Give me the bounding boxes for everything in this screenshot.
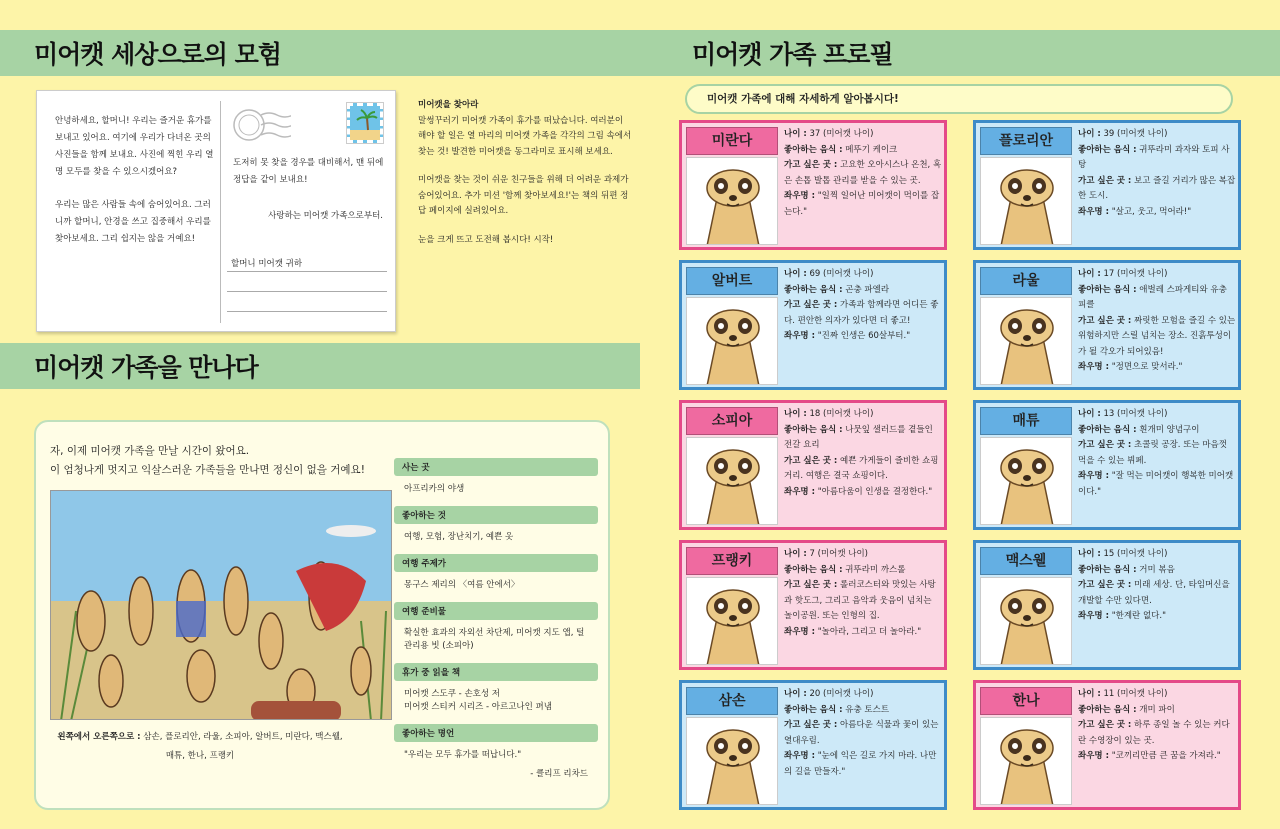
profile-name: 한나: [980, 687, 1072, 715]
food-value: 귀뚜라미 과자와 토피 사탕: [1078, 144, 1230, 170]
profile-card-7: [973, 540, 1241, 670]
food-label: 좋아하는 음식 :: [1078, 144, 1137, 155]
postcard-message-1: 안녕하세요, 할머니! 우리는 즐거운 휴가를 보내고 있어요. 여기에 우리가 다녀온 곳의 사진들을 함께 보내요. 사진에 찍힌 우리 열 명 모두를 찾을 수 있으시겠어요?: [55, 116, 214, 177]
age-value: 13 (미어캣 나이): [1103, 409, 1168, 419]
place-label: 가고 싶은 곳 :: [1078, 315, 1132, 326]
profile-card-4: [679, 400, 947, 530]
motto-value: "진짜 인생은 60살부터.": [817, 331, 911, 341]
meerkat-icon: [981, 298, 1072, 385]
profile-name: 알버트: [686, 267, 778, 295]
age-value: 39 (미어캣 나이): [1103, 129, 1168, 139]
postcard-signature: 사랑하는 미어캣 가족으로부터.: [268, 211, 383, 221]
place-value: 고요한 오아시스나 온천, 혹은 손톱 발톱 관리를 받을 수 있는 곳.: [784, 160, 942, 186]
age-value: 7 (미어캣 나이): [809, 549, 868, 559]
motto-label: 좌우명 :: [1078, 471, 1109, 481]
caption-label: 왼쪽에서 오른쪽으로 :: [57, 732, 141, 742]
motto-label: 좌우명 :: [784, 751, 815, 761]
profile-name: 맥스웰: [980, 547, 1072, 575]
address-line: [227, 291, 387, 292]
meerkat-portrait: [980, 297, 1072, 385]
food-label: 좋아하는 음식 :: [1078, 424, 1137, 435]
profile-prompt: 미어캣 가족에 대해 자세하게 알아봅시다!: [685, 84, 1233, 114]
age-label: 나이 :: [784, 549, 807, 559]
profile-name: 소피아: [686, 407, 778, 435]
motto-value: "일찍 일어난 미어캣이 먹이를 잡는다.": [784, 191, 940, 217]
caption-line-2: 매튜, 한나, 프랭키: [165, 751, 235, 761]
address-line: [227, 271, 387, 272]
meerkat-icon: [687, 158, 778, 245]
food-label: 좋아하는 음식 :: [784, 424, 843, 435]
info-head-likes: 좋아하는 것: [394, 506, 598, 524]
instructions-p2: 미어캣을 찾는 것이 쉬운 친구들을 위해 더 어려운 과제가 숨어있어요. 추가 미션 '함께 찾아보세요!'는 책의 뒤편 정답 페이지에 실려있어요.: [418, 175, 629, 216]
profile-details: [1078, 687, 1236, 765]
food-label: 좋아하는 음식 :: [784, 704, 843, 715]
motto-value: "살고, 웃고, 먹어라!": [1111, 206, 1192, 217]
postcard: [36, 90, 396, 332]
age-value: 18 (미어캣 나이): [809, 409, 874, 419]
adventure-banner: [0, 30, 640, 76]
family-intro-1: 자, 이제 미어캣 가족을 만날 시간이 왔어요.: [50, 445, 250, 457]
place-label: 가고 싶은 곳 :: [1078, 580, 1132, 590]
profile-name: 매튜: [980, 407, 1072, 435]
motto-value: "아름다움이 인생을 결정한다.": [817, 486, 933, 497]
place-value: 롤러코스터와 맛있는 사탕과 핫도그, 그리고 음악과 웃음이 넘치는 놀이공원. 또는 인형의 집.: [784, 580, 936, 621]
meerkat-portrait: [686, 297, 778, 385]
food-value: 나뭇잎 샐러드를 곁들인 전갈 요리: [784, 424, 933, 450]
age-value: 11 (미어캣 나이): [1103, 689, 1168, 699]
motto-value: "한계란 없다.": [1111, 611, 1166, 621]
profile-banner: [640, 30, 1280, 76]
meerkat-icon: [981, 718, 1072, 805]
profile-card-5: [973, 400, 1241, 530]
age-label: 나이 :: [1078, 269, 1101, 279]
info-quote-author: - 클리프 리차드: [530, 769, 588, 779]
food-value: 메뚜기 케이크: [845, 144, 898, 155]
meerkat-portrait: [686, 437, 778, 525]
instructions-p1: 말썽꾸러기 미어캣 가족이 휴가를 떠났습니다. 여러분이 해야 할 일은 열 마리의 미어캣 가족을 각각의 그림 속에서 찾는 것! 발견한 미어캣을 동그라미로 표시해 보세요.: [418, 115, 632, 157]
info-head-supplies: 여행 준비물: [394, 602, 598, 620]
place-value: 초콜릿 공장. 또는 마음껏 먹을 수 있는 뷔페.: [1078, 440, 1227, 466]
motto-value: "잘 먹는 미어캣이 행복한 미어캣이다.": [1078, 471, 1234, 497]
meerkat-icon: [981, 158, 1072, 245]
motto-label: 좌우명 :: [784, 331, 815, 341]
profile-card-9: [973, 680, 1241, 810]
info-body-supplies: 확실한 효과의 자외선 차단제, 미어캣 지도 앱, 털 관리용 빗 (소피아): [404, 628, 585, 651]
info-head-books: 휴가 중 읽을 책: [394, 663, 598, 681]
family-title: 미어캣 가족을 만나다: [34, 353, 258, 382]
food-value: 거미 볶음: [1139, 564, 1175, 575]
meerkat-icon: [687, 718, 778, 805]
family-banner: [0, 343, 640, 389]
profile-details: [784, 687, 942, 780]
profile-name: 미란다: [686, 127, 778, 155]
food-label: 좋아하는 음식 :: [784, 284, 843, 295]
place-value: 짜릿한 모험을 즐길 수 있는 위험하지만 스릴 넘치는 장소. 진흙투성이가 될 각오가 되어있음!: [1078, 315, 1236, 357]
age-label: 나이 :: [1078, 409, 1101, 419]
meerkat-portrait: [686, 717, 778, 805]
place-label: 가고 싶은 곳 :: [784, 160, 838, 170]
food-value: 개미 파이: [1139, 704, 1175, 715]
profile-details: [1078, 267, 1236, 376]
food-value: 애벌레 스파게티와 유충 피클: [1078, 284, 1227, 310]
info-body-books: 미어캣 스도쿠 - 손호성 저 미어캣 스티커 시리즈 - 아르고나인 펴냄: [404, 689, 552, 712]
meerkat-icon: [687, 578, 778, 665]
meerkat-portrait: [980, 157, 1072, 245]
profile-card-0: [679, 120, 947, 250]
food-label: 좋아하는 음식 :: [1078, 704, 1137, 715]
info-body-home: 아프리카의 야생: [404, 484, 465, 494]
place-value: 미래 세상. 단, 타임머신을 개발할 수만 있다면.: [1078, 580, 1230, 606]
age-label: 나이 :: [1078, 689, 1101, 699]
profile-card-1: [973, 120, 1241, 250]
info-head-song: 여행 주제가: [394, 554, 598, 572]
family-illustration: [50, 490, 392, 720]
info-head-home: 사는 곳: [394, 458, 598, 476]
age-value: 69 (미어캣 나이): [809, 269, 874, 279]
profile-name: 프랭키: [686, 547, 778, 575]
age-value: 20 (미어캣 나이): [809, 689, 874, 699]
info-body-song: 몽구스 제리의 〈여름 안에서〉: [404, 580, 520, 590]
motto-label: 좌우명 :: [1078, 611, 1109, 621]
place-value: 아름다운 식물과 꽃이 있는 열대우림.: [784, 720, 939, 746]
meerkat-icon: [981, 578, 1072, 665]
meerkat-icon: [687, 438, 778, 525]
profile-name: 삼손: [686, 687, 778, 715]
meerkat-portrait: [686, 577, 778, 665]
motto-label: 좌우명 :: [1078, 362, 1109, 372]
postcard-message: [55, 113, 215, 264]
place-label: 가고 싶은 곳 :: [784, 300, 838, 310]
age-label: 나이 :: [784, 409, 807, 419]
motto-label: 좌우명 :: [784, 486, 815, 497]
profile-name: 플로리안: [980, 127, 1072, 155]
age-label: 나이 :: [1078, 549, 1101, 559]
illustration-caption: [50, 728, 350, 766]
instructions-title: 미어캣을 찾아라: [418, 100, 479, 110]
profile-details: [1078, 547, 1236, 625]
age-value: 37 (미어캣 나이): [809, 129, 874, 139]
postcard-address: 할머니 미어캣 귀하: [231, 259, 303, 269]
postcard-message-2: 우리는 많은 사람들 속에 숨어있어요. 그러니까 할머니, 안경을 쓰고 집중해서 우리를 찾아보세요. 그리 쉽지는 않을 거예요!: [55, 200, 211, 244]
postcard-divider: [220, 101, 221, 323]
food-label: 좋아하는 음식 :: [784, 144, 843, 155]
info-head-quote: 좋아하는 명언: [394, 724, 598, 742]
family-panel: [34, 420, 610, 810]
food-label: 좋아하는 음식 :: [784, 564, 843, 575]
profile-card-3: [973, 260, 1241, 390]
profile-card-6: [679, 540, 947, 670]
stamp-icon: [347, 103, 383, 143]
meerkat-portrait: [980, 577, 1072, 665]
age-value: 15 (미어캣 나이): [1103, 549, 1168, 559]
instructions-p3: 눈을 크게 뜨고 도전해 봅시다! 시작!: [418, 234, 554, 245]
age-label: 나이 :: [784, 129, 807, 139]
food-value: 곤충 파엘라: [845, 284, 890, 295]
profile-details: [784, 547, 942, 640]
meerkat-portrait: [686, 157, 778, 245]
place-value: 가족과 함께라면 어디든 좋다. 편안한 의자가 있다면 더 좋고!: [784, 300, 939, 326]
info-body-likes: 여행, 모험, 장난치기, 예쁜 옷: [404, 532, 514, 542]
place-label: 가고 싶은 곳 :: [784, 580, 838, 590]
family-illustration-image: [51, 491, 392, 720]
motto-value: "정면으로 맞서라.": [1111, 362, 1183, 372]
place-label: 가고 싶은 곳 :: [784, 455, 838, 466]
family-info-list: [394, 458, 598, 791]
profile-details: [1078, 127, 1236, 220]
family-intro-2: 이 엄청나게 멋지고 익살스러운 가족들을 만나면 정신이 없을 거예요!: [50, 464, 365, 476]
profile-details: [784, 267, 942, 345]
meerkat-icon: [981, 438, 1072, 525]
info-body-quote: "우리는 모두 휴가를 떠납니다.": [404, 750, 522, 760]
age-label: 나이 :: [784, 269, 807, 279]
instructions: [418, 98, 633, 261]
motto-value: "눈에 익은 길로 가지 마라. 나만의 길을 만들자.": [784, 751, 937, 777]
place-value: 하루 종일 놀 수 있는 커다란 수영장이 있는 곳.: [1078, 720, 1230, 746]
meerkat-icon: [687, 298, 778, 385]
place-label: 가고 싶은 곳 :: [1078, 440, 1132, 450]
profile-name: 라울: [980, 267, 1072, 295]
food-value: 흰개미 양념구이: [1139, 424, 1200, 435]
place-value: 보고 즐길 거리가 많은 복잡한 도시.: [1078, 175, 1236, 201]
profile-details: [1078, 407, 1236, 500]
motto-label: 좌우명 :: [784, 191, 815, 201]
place-label: 가고 싶은 곳 :: [784, 720, 838, 730]
profile-card-2: [679, 260, 947, 390]
postmark-icon: [231, 105, 291, 145]
place-value: 예쁜 가게들이 즐비한 쇼핑 거리. 여행은 결국 쇼핑이다.: [784, 455, 939, 481]
place-label: 가고 싶은 곳 :: [1078, 720, 1132, 730]
food-label: 좋아하는 음식 :: [1078, 564, 1137, 575]
profile-card-8: [679, 680, 947, 810]
address-line: [227, 311, 387, 312]
food-label: 좋아하는 음식 :: [1078, 284, 1137, 295]
age-label: 나이 :: [784, 689, 807, 699]
adventure-title: 미어캣 세상으로의 모험: [34, 40, 281, 69]
caption-line-1: 삼손, 플로리안, 라울, 소피아, 알버트, 미란다, 맥스웰,: [140, 732, 343, 742]
profile-details: [784, 127, 942, 220]
place-label: 가고 싶은 곳 :: [1078, 175, 1132, 186]
family-intro: [50, 442, 365, 480]
age-label: 나이 :: [1078, 129, 1101, 139]
profile-details: [784, 407, 942, 500]
meerkat-portrait: [980, 717, 1072, 805]
motto-label: 좌우명 :: [1078, 751, 1109, 761]
postcard-note: 도저히 못 찾을 경우를 대비해서, 맨 뒤에 정답을 같이 보내요!: [233, 158, 384, 185]
motto-value: "코끼리만큼 큰 꿈을 가져라.": [1111, 751, 1221, 761]
profile-title: 미어캣 가족 프로필: [692, 40, 893, 69]
age-value: 17 (미어캣 나이): [1103, 269, 1168, 279]
food-value: 유충 토스트: [845, 704, 890, 715]
meerkat-portrait: [980, 437, 1072, 525]
motto-label: 좌우명 :: [784, 626, 815, 637]
motto-value: "놀아라, 그리고 더 놀아라.": [817, 626, 922, 637]
motto-label: 좌우명 :: [1078, 206, 1109, 217]
food-value: 귀뚜라미 까스롤: [845, 564, 906, 575]
